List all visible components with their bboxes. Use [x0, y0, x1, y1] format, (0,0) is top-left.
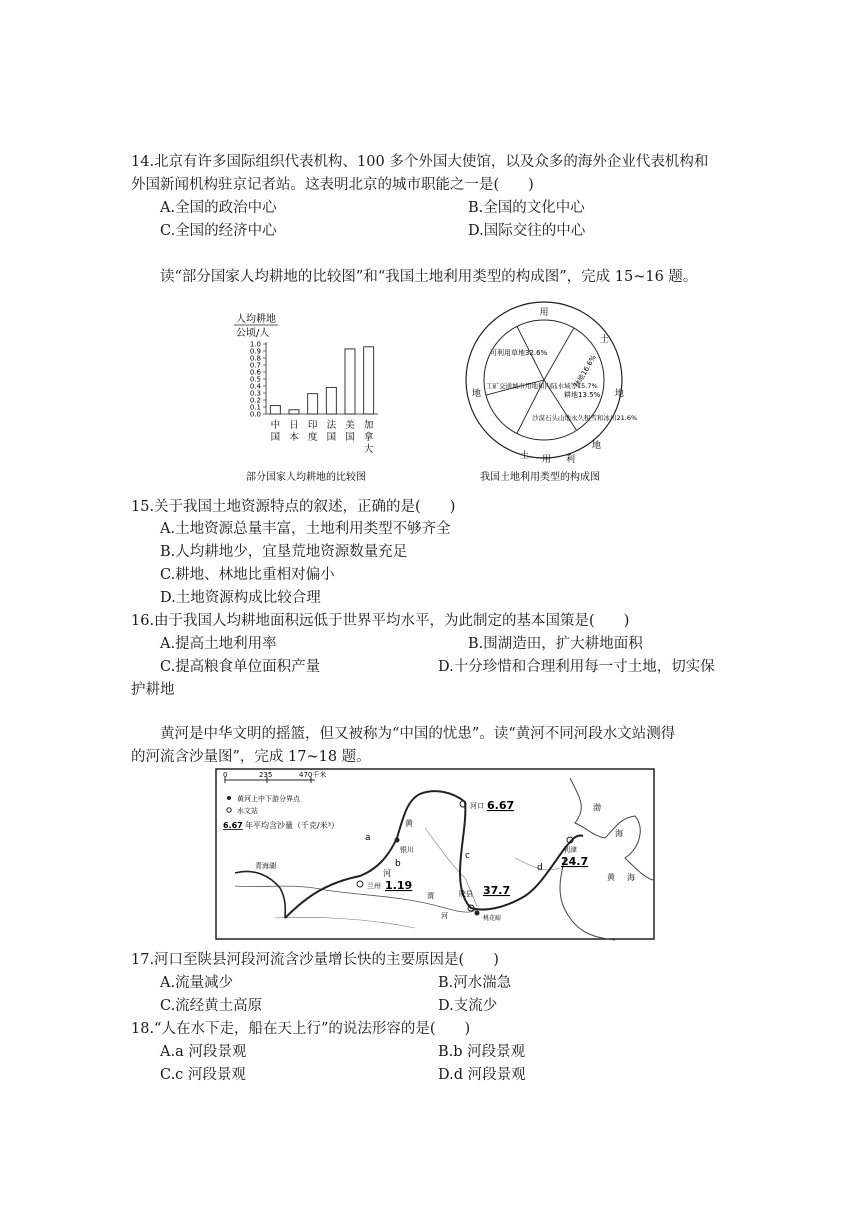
q18-option-c: C.c 河段景观	[160, 1067, 246, 1083]
intro-17-18-line1: 黄河是中华文明的摇篮，但又被称为“中国的忧患”。读“黄河不同河段水文站测得	[160, 726, 676, 742]
label-bo: 渤	[593, 803, 601, 812]
q17-stem: 17.河口至陕县河段河流含沙量增长快的主要原因是( )	[131, 952, 499, 968]
segment-d: d	[537, 863, 543, 873]
label-wei: 渭	[427, 892, 434, 900]
category-label: 加	[363, 420, 374, 431]
q17-option-a: A.流量减少	[160, 975, 234, 991]
q14-line1: 14.北京有许多国际组织代表机构、100 多个外国大使馆，以及众多的海外企业代表机构和	[131, 154, 709, 170]
label-yinchuan: 银川	[400, 846, 414, 854]
q14-option-a: A.全国的政治中心	[160, 200, 277, 216]
category-label: 度	[307, 432, 318, 443]
q17-option-c: C.流经黄土高原	[160, 998, 263, 1014]
ring-char-6: 用	[542, 455, 552, 465]
bar-chart-unit: 公顷/人	[236, 328, 270, 339]
legend-value-text: 年平均含沙量（千克/米³）	[245, 821, 339, 830]
ring-char-7: 土	[520, 451, 530, 461]
slice-label-desert: 沙漠石头山地永久积雪和冰川21.6%	[532, 414, 638, 422]
y-tick-label: 0.1	[249, 403, 261, 412]
bar-chart-axis	[266, 342, 378, 414]
boundary-point-icon	[227, 796, 231, 800]
bar-3	[326, 387, 336, 414]
category-label: 法	[326, 420, 337, 431]
category-label: 印	[307, 420, 318, 431]
bar-4	[345, 349, 355, 414]
label-huang: 黄	[405, 819, 413, 828]
label-hai: 海	[615, 829, 623, 838]
q15-option-d: D.土地资源构成比较合理	[160, 590, 321, 606]
scale-label-2: 470千米	[299, 771, 327, 779]
category-label: 本	[289, 432, 299, 443]
label-yellow-sea-2: 海	[627, 873, 635, 882]
q15-stem: 15.关于我国土地资源特点的叙述，正确的是( )	[131, 499, 456, 515]
q14-option-b: B.全国的文化中心	[468, 200, 585, 216]
value-shanxian: 37.7	[483, 884, 511, 897]
label-wei-he: 河	[441, 912, 448, 920]
y-tick-label: 0.9	[249, 347, 261, 356]
category-label: 国	[326, 432, 337, 443]
boundary-hekou-point	[395, 838, 400, 843]
q14-option-d: D.国际交往的中心	[468, 223, 586, 239]
category-label: 中	[270, 420, 281, 431]
q16-stem: 16.由于我国人均耕地面积远低于世界平均水平，为此制定的基本国策是( )	[131, 613, 630, 629]
y-tick-label: 1.0	[249, 340, 261, 349]
bar-chart-yticks	[250, 341, 266, 419]
pie-caption: 我国土地利用类型的构成图	[480, 472, 600, 483]
legend-value: 6.67	[223, 821, 243, 830]
slice-label-grassland: 可利用草地32.6%	[490, 349, 548, 357]
q15-option-a: A.土地资源总量丰富，土地利用类型不够齐全	[160, 521, 451, 537]
q16-option-d: D.十分珍惜和合理利用每一寸土地，切实保	[438, 659, 715, 675]
y-tick-label: 0.7	[249, 361, 261, 370]
q16-option-a: A.提高土地利用率	[160, 636, 277, 652]
bar-1	[289, 410, 299, 414]
pie-slice-divider-0	[544, 328, 574, 380]
q16-option-b: B.围湖造田，扩大耕地面积	[468, 636, 643, 652]
bar-2	[308, 394, 318, 414]
legend-boundary: 黄河上中下游分界点	[237, 795, 300, 803]
y-tick-label: 0.4	[249, 382, 261, 391]
station-lijin: 利津	[563, 846, 577, 854]
label-he: 河	[383, 869, 391, 878]
ring-char-2: 土	[600, 335, 610, 345]
station-shanxian: 陕县	[459, 890, 473, 898]
y-tick-label: 0.2	[249, 396, 261, 405]
category-label: 大	[363, 444, 374, 455]
segment-a: a	[365, 833, 371, 843]
boundary-taohuayu-point	[475, 911, 480, 916]
intro-15-16: 读“部分国家人均耕地的比较图”和“我国土地利用类型的构成图”，完成 15~16 题。	[160, 269, 698, 285]
per-capita-farmland-bar-chart	[228, 306, 398, 486]
q16-option-d-cont: 护耕地	[131, 682, 175, 698]
bar-chart-caption: 部分国家人均耕地的比较图	[246, 472, 366, 483]
value-hekou: 6.67	[487, 799, 515, 812]
scale-label-0: 0	[223, 771, 228, 779]
q14-line2: 外国新闻机构驻京记者站。这表明北京的城市职能之一是( )	[131, 177, 534, 193]
category-label: 国	[345, 432, 355, 443]
intro-17-18-line2: 的河流含沙量图”，完成 17~18 题。	[131, 749, 371, 765]
legend-station: 水文站	[237, 807, 258, 815]
value-lanzhou: 1.19	[385, 879, 413, 892]
slice-label-urban: 工矿交通城市用地和内陆水域等15.7%	[486, 382, 598, 390]
q17-option-d: D.支流少	[438, 998, 498, 1014]
bar-chart-header: 人均耕地	[236, 314, 276, 325]
ring-char-5: 利	[566, 455, 576, 465]
q15-option-b: B.人均耕地少，宜垦荒地资源数量充足	[160, 544, 408, 560]
q17-option-b: B.河水湍急	[438, 975, 512, 991]
y-tick-label: 0.3	[249, 389, 261, 398]
station-hekou: 河口	[470, 802, 484, 810]
q18-option-d: D.d 河段景观	[438, 1067, 526, 1083]
slice-label-forest: 林地16.6%	[572, 353, 598, 389]
ring-char-3: 地	[615, 389, 625, 399]
segment-c: c	[465, 851, 470, 861]
y-tick-label: 0.6	[249, 368, 261, 377]
ring-char-8: 地	[472, 389, 482, 399]
y-tick-label: 0.5	[249, 375, 261, 384]
q18-option-b: B.b 河段景观	[438, 1044, 526, 1060]
station-lanzhou: 兰州	[367, 882, 381, 890]
land-use-pie-chart	[460, 300, 640, 490]
label-yellow-sea-1: 黄	[607, 873, 615, 882]
bar-chart-categories	[271, 419, 374, 455]
q18-option-a: A.a 河段景观	[160, 1044, 247, 1060]
q16-option-c: C.提高粮食单位面积产量	[160, 659, 321, 675]
ring-char-1: 用	[539, 308, 549, 318]
y-tick-label: 0.0	[249, 410, 261, 419]
y-tick-label: 0.8	[249, 354, 261, 363]
bar-5	[364, 347, 374, 414]
value-lijin: 24.7	[561, 855, 589, 868]
slice-label-farmland: 耕地13.5%	[564, 391, 601, 399]
category-label: 日	[289, 420, 299, 431]
segment-b: b	[395, 859, 401, 869]
ring-char-4: 地	[592, 441, 602, 451]
q18-stem: 18.“人在水下走，船在天上行”的说法形容的是( )	[131, 1021, 471, 1037]
q15-option-c: C.耕地、林地比重相对偏小	[160, 567, 335, 583]
yellow-river-sediment-map	[215, 768, 655, 942]
category-label: 国	[270, 432, 281, 443]
category-label: 美	[345, 420, 355, 431]
label-qinghai-lake: 青海湖	[255, 862, 276, 870]
category-label: 拿	[363, 432, 374, 443]
q14-option-c: C.全国的经济中心	[160, 223, 277, 239]
bar-0	[270, 406, 280, 414]
bar-chart-bars	[270, 347, 373, 414]
scale-label-1: 235	[259, 771, 273, 779]
label-taohuayu: 桃花峪	[483, 915, 502, 922]
